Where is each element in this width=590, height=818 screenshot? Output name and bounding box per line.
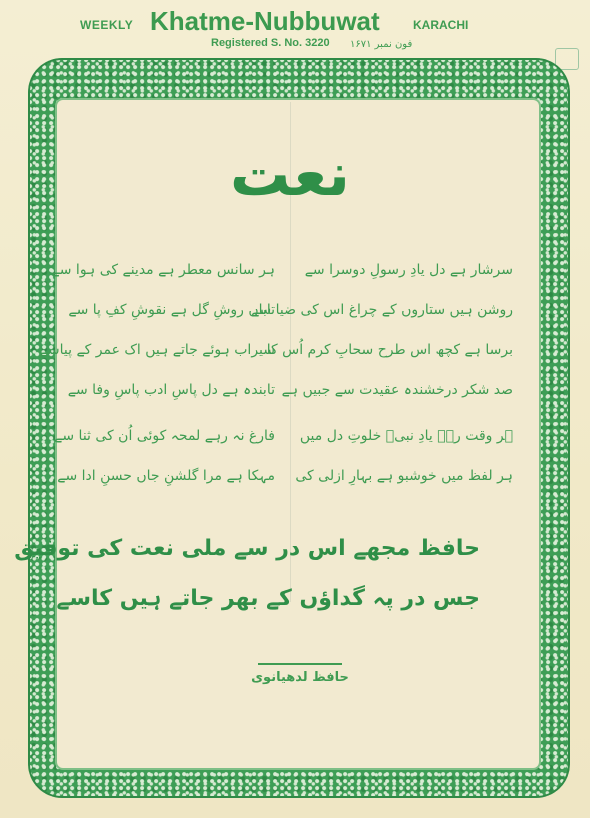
poem-title: نعت — [230, 140, 350, 210]
header-city: KARACHI — [413, 18, 469, 32]
signature-rule — [258, 663, 342, 665]
header-weekly: WEEKLY — [80, 18, 134, 32]
verse-right-1: سرشار ہے دل یادِ رسولِ دوسرا سے — [304, 262, 513, 278]
verse-left-2: تاباں روشِ گل ہے نقوشِ کفِ پا سے — [68, 302, 275, 318]
phone-number: فون نمبر ۱۶۷۱ — [350, 39, 413, 50]
verse-left-3: سیراب ہوئے جاتے ہیں اک عمر کے پیاسے — [39, 342, 275, 358]
verse-right-3: برسا ہے کچھ اس طرح سحابِ کرم اُس کا — [266, 342, 513, 358]
verse-left-1: ہر سانس معطر ہے مدینے کی ہوا سے — [51, 262, 275, 278]
closing-verse-2: جس در پہ گداؤں کے بھر جاتے ہیں کاسے — [56, 586, 480, 611]
verse-left-6: مہکا ہے مرا گلشنِ جاں حسنِ ادا سے — [57, 468, 275, 484]
closing-verse-1: حافظ مجھے اس در سے ملی نعت کی توفیق — [14, 536, 480, 561]
verse-right-2: روشن ہیں ستاروں کے چراغ اس کی ضیا سے — [251, 302, 513, 318]
masthead-title: Khatme-Nubbuwat — [150, 6, 380, 36]
verse-left-4: تابندہ ہے دل پاسِ ادب پاسِ وفا سے — [67, 382, 275, 398]
verse-right-6: ہر لفظ میں خوشبو ہے بہارِ ازلی کی — [295, 468, 513, 484]
verse-right-5: ہر وقت رہے یادِ نبیؐ خلوتِ دل میں — [299, 428, 513, 444]
poet-name: حافظ لدھیانوی — [251, 670, 349, 685]
registration-number: Registered S. No. 3220 — [211, 37, 330, 49]
verse-left-5: فارغ نہ رہے لمحہ کوئی اُن کی ثنا سے — [54, 428, 275, 444]
verse-right-4: صد شکر درخشندہ عقیدت سے جبیں ہے — [281, 382, 513, 398]
